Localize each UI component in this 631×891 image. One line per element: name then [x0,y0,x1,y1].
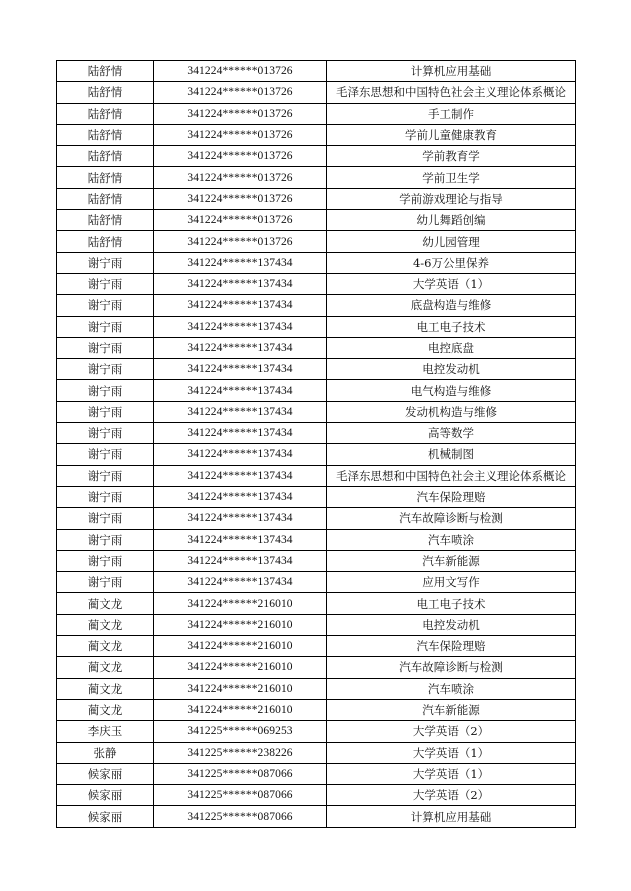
id-number-cell: 341224******137434 [154,444,327,465]
course-name-cell: 高等数学 [327,423,576,444]
course-name-cell: 幼儿园管理 [327,231,576,252]
student-name-cell: 蔺文龙 [57,593,154,614]
table-row [57,103,576,124]
course-name-cell: 汽车新能源 [327,550,576,571]
student-name-cell: 陆舒情 [57,188,154,209]
id-number-cell: 341224******137434 [154,529,327,550]
course-name-cell: 幼儿舞蹈创编 [327,210,576,231]
student-name-cell: 陆舒情 [57,167,154,188]
table-row [57,423,576,444]
course-name-cell: 汽车喷涂 [327,529,576,550]
table-row [57,806,576,827]
id-number-cell: 341225******069253 [154,721,327,742]
student-name-cell: 蔺文龙 [57,636,154,657]
id-number-cell: 341224******137434 [154,508,327,529]
id-number-cell: 341224******013726 [154,61,327,82]
table-row [57,721,576,742]
id-number-cell: 341224******216010 [154,699,327,720]
course-name-cell: 应用文写作 [327,572,576,593]
table-row [57,401,576,422]
id-number-cell: 341224******137434 [154,380,327,401]
table-row [57,210,576,231]
course-name-cell: 手工制作 [327,103,576,124]
student-name-cell: 谢宁雨 [57,572,154,593]
table-row [57,742,576,763]
table-row [57,124,576,145]
id-number-cell: 341224******013726 [154,210,327,231]
student-name-cell: 谢宁雨 [57,316,154,337]
table-row [57,614,576,635]
course-name-cell: 电工电子技术 [327,316,576,337]
course-name-cell: 底盘构造与维修 [327,295,576,316]
id-number-cell: 341224******013726 [154,124,327,145]
table-row [57,61,576,82]
id-number-cell: 341224******013726 [154,188,327,209]
course-name-cell: 大学英语（2） [327,721,576,742]
course-name-cell: 电工电子技术 [327,593,576,614]
id-number-cell: 341224******216010 [154,657,327,678]
course-name-cell: 大学英语（1） [327,763,576,784]
table-row [57,273,576,294]
student-name-cell: 候家丽 [57,785,154,806]
id-number-cell: 341224******137434 [154,273,327,294]
course-name-cell: 学前教育学 [327,146,576,167]
student-name-cell: 谢宁雨 [57,465,154,486]
table-row [57,337,576,358]
table-row [57,529,576,550]
student-name-cell: 陆舒情 [57,82,154,103]
student-name-cell: 陆舒情 [57,231,154,252]
id-number-cell: 341224******137434 [154,359,327,380]
id-number-cell: 341224******137434 [154,401,327,422]
student-name-cell: 谢宁雨 [57,252,154,273]
table-row [57,465,576,486]
table-row [57,359,576,380]
table-row [57,572,576,593]
course-name-cell: 机械制图 [327,444,576,465]
table-row [57,146,576,167]
student-name-cell: 李庆玉 [57,721,154,742]
id-number-cell: 341225******087066 [154,763,327,784]
table-row [57,508,576,529]
student-name-cell: 蔺文龙 [57,614,154,635]
table-row [57,380,576,401]
student-name-cell: 谢宁雨 [57,508,154,529]
table-row [57,295,576,316]
id-number-cell: 341225******238226 [154,742,327,763]
student-name-cell: 蔺文龙 [57,678,154,699]
id-number-cell: 341225******087066 [154,785,327,806]
course-name-cell: 电气构造与维修 [327,380,576,401]
course-name-cell: 大学英语（2） [327,785,576,806]
id-number-cell: 341224******216010 [154,636,327,657]
student-name-cell: 谢宁雨 [57,337,154,358]
records-table [56,60,576,828]
id-number-cell: 341224******216010 [154,678,327,699]
course-name-cell: 4-6万公里保养 [327,252,576,273]
table-row [57,82,576,103]
course-name-cell: 汽车故障诊断与检测 [327,657,576,678]
id-number-cell: 341224******013726 [154,146,327,167]
id-number-cell: 341224******216010 [154,593,327,614]
course-name-cell: 电控发动机 [327,359,576,380]
course-name-cell: 汽车新能源 [327,699,576,720]
student-name-cell: 蔺文龙 [57,699,154,720]
course-name-cell: 汽车保险理赔 [327,636,576,657]
student-name-cell: 谢宁雨 [57,380,154,401]
table-row [57,763,576,784]
student-name-cell: 张静 [57,742,154,763]
student-name-cell: 陆舒情 [57,146,154,167]
id-number-cell: 341224******216010 [154,614,327,635]
course-name-cell: 计算机应用基础 [327,61,576,82]
course-name-cell: 学前儿童健康教育 [327,124,576,145]
id-number-cell: 341224******013726 [154,167,327,188]
student-name-cell: 谢宁雨 [57,273,154,294]
table-row [57,252,576,273]
id-number-cell: 341224******013726 [154,231,327,252]
course-name-cell: 电控发动机 [327,614,576,635]
course-name-cell: 毛泽东思想和中国特色社会主义理论体系概论 [327,82,576,103]
student-name-cell: 蔺文龙 [57,657,154,678]
student-name-cell: 谢宁雨 [57,444,154,465]
id-number-cell: 341224******013726 [154,103,327,124]
course-name-cell: 汽车保险理赔 [327,486,576,507]
table-row [57,550,576,571]
student-name-cell: 候家丽 [57,806,154,827]
student-name-cell: 谢宁雨 [57,359,154,380]
records-table-body [57,61,576,828]
table-row [57,231,576,252]
course-name-cell: 汽车故障诊断与检测 [327,508,576,529]
course-name-cell: 大学英语（1） [327,273,576,294]
course-name-cell: 电控底盘 [327,337,576,358]
table-row [57,678,576,699]
table-row [57,636,576,657]
table-row [57,167,576,188]
course-name-cell: 大学英语（1） [327,742,576,763]
student-name-cell: 陆舒情 [57,61,154,82]
student-name-cell: 谢宁雨 [57,529,154,550]
course-name-cell: 计算机应用基础 [327,806,576,827]
id-number-cell: 341224******137434 [154,423,327,444]
student-name-cell: 陆舒情 [57,210,154,231]
id-number-cell: 341224******137434 [154,337,327,358]
student-name-cell: 谢宁雨 [57,295,154,316]
student-name-cell: 谢宁雨 [57,550,154,571]
student-name-cell: 谢宁雨 [57,423,154,444]
course-name-cell: 学前游戏理论与指导 [327,188,576,209]
student-name-cell: 陆舒情 [57,124,154,145]
table-row [57,657,576,678]
id-number-cell: 341224******137434 [154,572,327,593]
id-number-cell: 341225******087066 [154,806,327,827]
id-number-cell: 341224******137434 [154,550,327,571]
table-row [57,785,576,806]
course-name-cell: 学前卫生学 [327,167,576,188]
table-row [57,444,576,465]
id-number-cell: 341224******137434 [154,465,327,486]
id-number-cell: 341224******137434 [154,486,327,507]
table-row [57,486,576,507]
student-name-cell: 候家丽 [57,763,154,784]
table-row [57,188,576,209]
student-name-cell: 谢宁雨 [57,401,154,422]
course-name-cell: 毛泽东思想和中国特色社会主义理论体系概论 [327,465,576,486]
id-number-cell: 341224******137434 [154,295,327,316]
id-number-cell: 341224******137434 [154,316,327,337]
id-number-cell: 341224******013726 [154,82,327,103]
student-name-cell: 陆舒情 [57,103,154,124]
student-name-cell: 谢宁雨 [57,486,154,507]
table-row [57,593,576,614]
table-row [57,316,576,337]
course-name-cell: 发动机构造与维修 [327,401,576,422]
course-name-cell: 汽车喷涂 [327,678,576,699]
table-row [57,699,576,720]
id-number-cell: 341224******137434 [154,252,327,273]
